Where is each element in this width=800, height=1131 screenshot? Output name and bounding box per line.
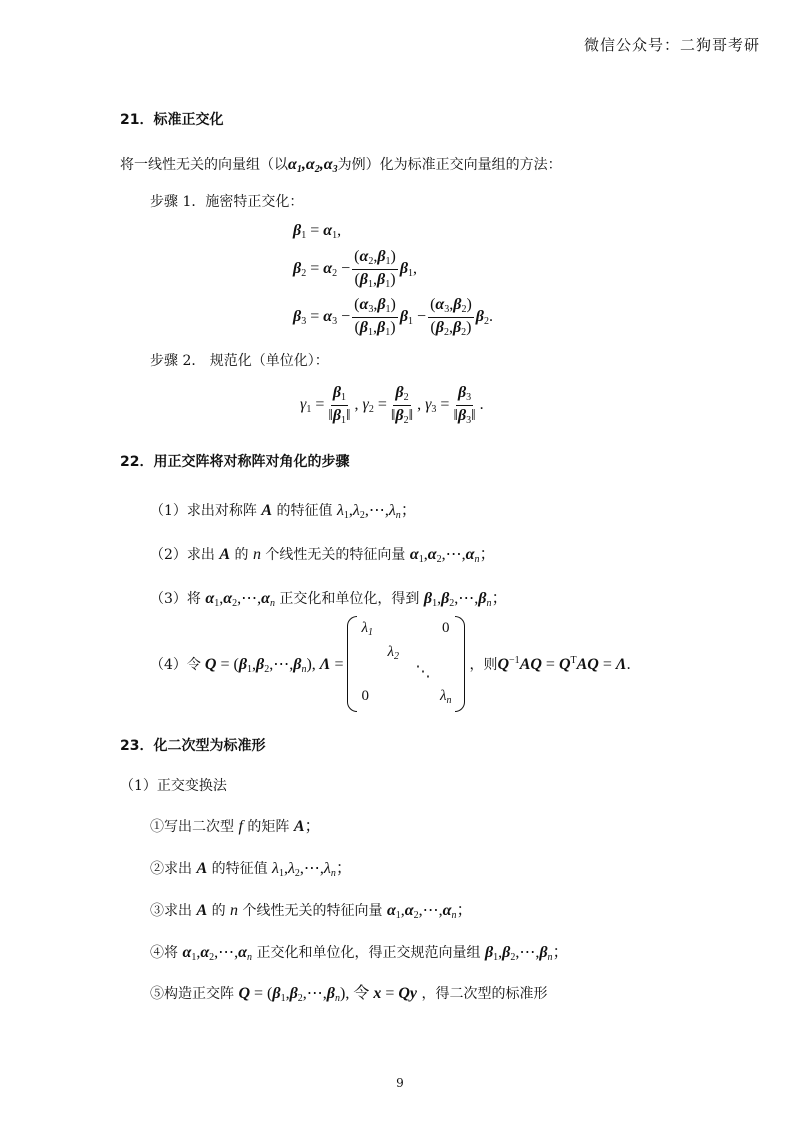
i3-text-c: 个线性无关的特征向量: [242, 903, 383, 919]
s4-text-b: ，则: [469, 657, 498, 673]
section-22-title: 22．用正交阵将对称阵对角化的步骤: [120, 454, 350, 470]
section-22-step-1: （1）求出对称阵 A 的特征值 $\lambda_1,\lambda_2,\cdots,\lambda_n$；: [150, 502, 417, 521]
i3-text-b: 的: [211, 903, 226, 919]
intro-text-a: 将一线性无关的向量组（以: [120, 157, 288, 173]
page-number: 9: [396, 1076, 404, 1090]
diagonal-matrix-lambda: $\lambda_1$ 0 $\lambda_2$ ⋱ 0 $\lambda_n$: [347, 616, 465, 712]
i2-text-a: ②求出: [150, 861, 192, 877]
i2-text-b: 的特征值: [211, 861, 268, 877]
i5-text-a: ⑤构造正交阵: [150, 986, 234, 1002]
formula-beta1: $\beta_1 = \alpha_1$,: [293, 222, 342, 241]
s1-text-b: 的特征值: [276, 503, 333, 519]
header-wechat-account: 微信公众号：二狗哥考研: [583, 36, 760, 54]
section-23-item-4: ④将 $\alpha_1,\alpha_2,\cdots,\alpha_n$ 正交化和单位化，得正交规范向量组 $\beta_1,\beta_2,\cdots,\beta_n$；: [150, 944, 569, 963]
step-1-label: 步骤 1．施密特正交化：: [150, 194, 304, 210]
s2-text-a: （2）求出: [150, 547, 215, 563]
s3-text-a: （3）将: [150, 591, 201, 607]
section-23-item-5: ⑤构造正交阵 $Q = (\beta_1,\beta_2,\cdots,\beta_n)$, 令 x = Qy ，得二次型的标准形: [150, 985, 548, 1004]
section-21-intro: [120, 154, 562, 175]
formula-beta3: $\beta_3 = \alpha_3$ − $\frac{(\alpha_3,\beta_1)}{(\beta_1,\beta_1)}$ $\beta_1$ − $\frac{(\alpha_3,\beta_2)}{(\beta_2,\beta_2)}$ $\beta_2$.: [293, 296, 493, 338]
section-22-step-2: （2）求出 A 的 n 个线性无关的特征向量 $\alpha_1,\alpha_2,\cdots,\alpha_n$；: [150, 546, 496, 565]
section-23-item-1: ①写出二次型 f 的矩阵 A；: [150, 818, 321, 835]
i5-text-b: ，得二次型的标准形: [421, 986, 548, 1002]
formula-gamma: $\gamma_1$ = $\frac{\beta_1}{‖\beta_1‖}$ , $\gamma_2$ = $\frac{\beta_2}{‖\beta_2‖}$ , $\gamma_3$ = $\frac{\beta_3}{‖\beta_3‖}$ .: [300, 384, 484, 426]
section-23-title: 23．化二次型为标准形: [120, 738, 266, 754]
s4-text-a: （4）令: [150, 657, 201, 673]
i3-text-a: ③求出: [150, 903, 192, 919]
i1-text-b: 的矩阵: [247, 819, 290, 835]
s3-text-b: 正交化和单位化，得到: [279, 591, 420, 607]
s1-text-a: （1）求出对称阵: [150, 503, 257, 519]
s2-text-c: 个线性无关的特征向量: [265, 547, 406, 563]
section-22-step-3: （3）将 $\alpha_1,\alpha_2,\cdots,\alpha_n$ 正交化和单位化，得到 $\beta_1,\beta_2,\cdots,\beta_n$；: [150, 590, 508, 609]
section-23-item-3: ③求出 A 的 n 个线性无关的特征向量 $\alpha_1,\alpha_2,\cdots,\alpha_n$；: [150, 902, 473, 921]
i4-text-a: ④将: [150, 945, 178, 961]
formula-beta2: $\beta_2 = \alpha_2$ − $\frac{(\alpha_2,\beta_1)}{(\beta_1,\beta_1)}$ $\beta_1$,: [293, 248, 418, 290]
alpha-vectors: $\alpha_1,\alpha_2,\alpha_3$: [288, 156, 338, 175]
section-22-step-4: （4）令 $Q = (\beta_1,\beta_2,\cdots,\beta_n)$, Λ = $\lambda_1$ 0 $\lambda_2$ ⋱ 0 $\lambda_n$ ，则 $Q^{-1}AQ = Q^TAQ = \Lambda$.: [150, 616, 631, 712]
section-23-sub-1: （1）正交变换法: [120, 778, 227, 794]
section-21-title: 21．标准正交化: [120, 112, 224, 128]
step-2-label: 步骤 2． 规范化（单位化）：: [150, 353, 329, 369]
s2-text-b: 的: [234, 547, 249, 563]
intro-text-b: 为例）化为标准正交向量组的方法：: [337, 157, 562, 173]
section-23-item-2: ②求出 A 的特征值 $\lambda_1,\lambda_2,\cdots,\lambda_n$；: [150, 860, 352, 879]
i4-text-b: 正交化和单位化，得正交规范向量组: [256, 945, 481, 961]
i1-text-a: ①写出二次型: [150, 819, 234, 835]
